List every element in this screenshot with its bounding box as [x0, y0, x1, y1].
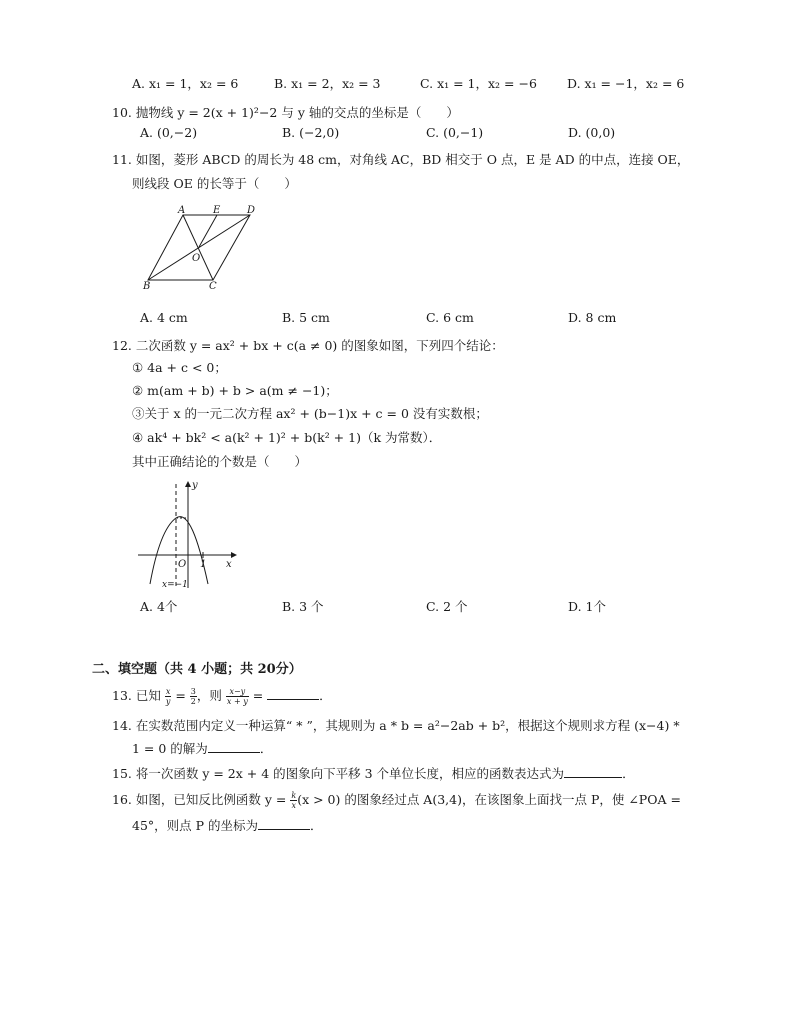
q16-answer-blank[interactable]: [258, 817, 310, 830]
q12-conclusion-3: ③关于 x 的一元二次方程 ax² + (b−1)x + c = 0 没有实数根；: [132, 406, 488, 421]
parabola-curve: [150, 517, 208, 584]
q10-option-a: A. (0,−2): [140, 125, 198, 140]
q15-answer-blank[interactable]: [564, 765, 622, 778]
q13-fraction-3-over-2: $\frac{3}{2}$: [190, 687, 196, 706]
q12-option-a: A. 4个: [140, 599, 178, 614]
q12-option-b: B. 3 个: [282, 599, 324, 614]
diagonal-bd: [148, 215, 250, 280]
q14-line1: 14. 在实数范围内定义一种运算“ * ”，其规则为 a * b = a²−2ab + b²，根据这个规则求方程 (x−4) *: [112, 718, 680, 733]
q11-stem-line1: 11. 如图，菱形 ABCD 的周长为 48 cm，对角线 AC，BD 相交于 O 点，E 是 AD 的中点，连接 OE，: [112, 152, 690, 167]
q12-conclusion-4: ④ ak⁴ + bk² < a(k² + 1)² + b(k² + 1)（k 为常数）．: [132, 430, 442, 445]
label-d: D: [247, 205, 256, 216]
q13-prefix: 13. 已知: [112, 688, 161, 703]
q16-line2: 45°，则点 P 的坐标为 ．: [132, 818, 323, 833]
q9-option-a: A. x₁ = 1，x₂ = 6: [132, 76, 239, 91]
q16-fraction-k-over-x: $\frac{k}{x}$: [291, 791, 297, 810]
section-2-title: 二、填空题（共 4 小题；共 20分）: [92, 662, 302, 677]
q12-stem: 12. 二次函数 y = ax² + bx + c(a ≠ 0) 的图象如图，下列四个结论：: [112, 338, 504, 353]
label-one: 1: [200, 559, 207, 570]
q12-option-d: D. 1个: [568, 599, 606, 614]
q11-rhombus-figure: [140, 204, 270, 292]
q14-answer-blank[interactable]: [208, 740, 260, 753]
q14-line2: 1 = 0 的解为 ．: [132, 741, 273, 756]
label-y: y: [192, 480, 198, 491]
question-13: 13. 已知 $\frac{x}{y}$ = $\frac{3}{2}$ ，则 $\frac{x-y}{x + y}$ = ．: [112, 687, 332, 706]
diagonal-ac: [183, 215, 213, 280]
q11-option-c: C. 6 cm: [426, 310, 474, 325]
label-x: x: [226, 559, 232, 570]
label-c: C: [209, 281, 217, 292]
label-b: B: [143, 281, 151, 292]
label-o: O: [192, 253, 201, 264]
q13-fraction-x-over-y: $\frac{x}{y}$: [165, 687, 171, 706]
label-axis: x=−1: [162, 580, 188, 590]
label-o: O: [178, 559, 187, 570]
q9-option-d: D. x₁ = −1，x₂ = 6: [567, 76, 685, 91]
q13-answer-blank[interactable]: [267, 687, 319, 700]
q12-conclusion-2: ② m(am + b) + b > a(m ≠ −1)；: [132, 383, 338, 398]
q11-option-b: B. 5 cm: [282, 310, 330, 325]
q11-option-a: A. 4 cm: [140, 310, 188, 325]
q10-stem: 10. 抛物线 y = 2(x + 1)²−2 与 y 轴的交点的坐标是（ ）: [112, 105, 459, 120]
q12-conclusion-1: ① 4a + c < 0；: [132, 360, 227, 375]
label-a: A: [178, 205, 186, 216]
q13-fraction-expr: $\frac{x-y}{x + y}$: [226, 687, 248, 706]
q9-option-c: C. x₁ = 1，x₂ = −6: [420, 76, 537, 91]
q10-option-b: B. (−2,0): [282, 125, 340, 140]
q11-stem-line2: 则线段 OE 的长等于（ ）: [132, 176, 297, 191]
q12-option-c: C. 2 个: [426, 599, 468, 614]
q11-option-d: D. 8 cm: [568, 310, 617, 325]
q9-option-b: B. x₁ = 2，x₂ = 3: [274, 76, 381, 91]
q12-parabola-figure: [136, 476, 246, 592]
question-15: 15. 将一次函数 y = 2x + 4 的图象向下平移 3 个单位长度，相应的函数表达式为 ．: [112, 766, 635, 781]
q10-option-c: C. (0,−1): [426, 125, 484, 140]
q12-ask: 其中正确结论的个数是（ ）: [132, 454, 308, 469]
label-e: E: [213, 205, 221, 216]
q16-line1: 16. 如图，已知反比例函数 y = $\frac{k}{x}$ (x > 0) 的图象经过点 A(3,4)，在该图象上面找一点 P，使 ∠POA =: [112, 791, 681, 810]
q10-option-d: D. (0,0): [568, 125, 616, 140]
